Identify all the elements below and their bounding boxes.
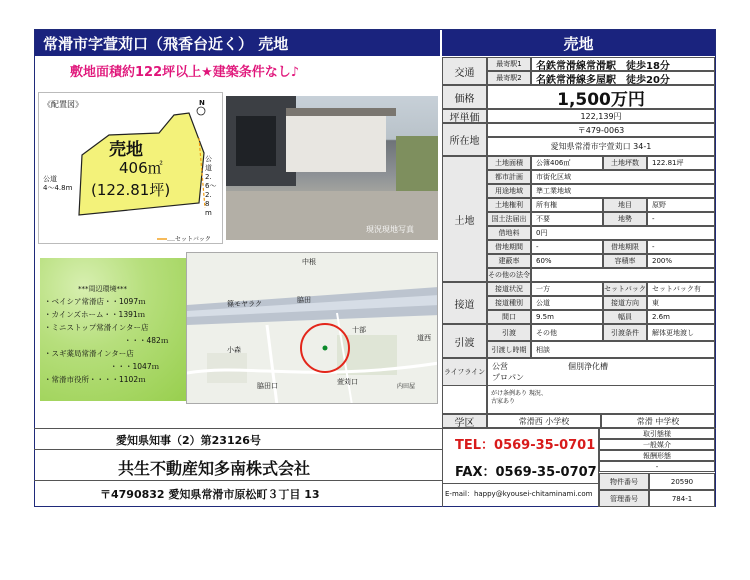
map-label: 道西 bbox=[417, 334, 431, 342]
row-value: 122.81坪 bbox=[647, 156, 715, 170]
row-value: 9.5m bbox=[531, 310, 603, 324]
row-label: 土地坪数 bbox=[603, 156, 647, 170]
road-right-label: 公道 2.6〜2.8m bbox=[205, 155, 217, 217]
row-label: 借地期間 bbox=[487, 240, 531, 254]
row-value: 相談 bbox=[531, 341, 715, 358]
map-label: 脇田 bbox=[297, 296, 311, 304]
price-label: 価格 bbox=[442, 85, 487, 109]
row-label: 地目 bbox=[603, 198, 647, 212]
map-label: 萱苅口 bbox=[337, 378, 358, 386]
lifeline-note: がけ条例あり 現況、古家あり bbox=[491, 390, 547, 405]
land-group-label: 土地 bbox=[442, 156, 487, 282]
row-value: 2.6m bbox=[647, 310, 715, 324]
station2-tag: 最寄駅2 bbox=[487, 71, 531, 85]
address-value: 愛知県常滑市字萱苅口 34-1 bbox=[487, 137, 715, 156]
row-label: 都市計画 bbox=[487, 170, 531, 184]
row-label: その他の法令 bbox=[487, 268, 531, 282]
row-label: 地勢 bbox=[603, 212, 647, 226]
license-number: 愛知県知事（2）第23126号 bbox=[116, 434, 261, 447]
row-value: - bbox=[647, 240, 715, 254]
row-label: 引渡し時期 bbox=[487, 341, 531, 358]
nearby-panel bbox=[40, 258, 186, 401]
row-value: 所有権 bbox=[531, 198, 603, 212]
lifeline-sewage: 個別浄化槽 bbox=[568, 362, 608, 371]
row-value: 市街化区域 bbox=[531, 170, 715, 184]
access-group-label: 接道 bbox=[442, 282, 487, 324]
deal-row: 取引態様 bbox=[599, 428, 715, 439]
tel-number[interactable]: TEL：0569-35-0701 bbox=[455, 438, 596, 453]
price-value: 1,500万円 bbox=[487, 85, 715, 109]
map-label: 内田屋 bbox=[397, 383, 416, 390]
row-value: 解体更地渡し bbox=[647, 324, 715, 341]
address-label: 所在地 bbox=[442, 123, 487, 156]
row-value: - bbox=[647, 212, 715, 226]
plan-caption: 《配置図》 bbox=[43, 100, 83, 109]
title-bar bbox=[35, 30, 440, 56]
map-label: 中根 bbox=[302, 258, 316, 266]
lifeline-label: ライフライン bbox=[442, 358, 487, 386]
nearby-item: ・常滑市役所・・・・1102ｍ bbox=[44, 375, 146, 384]
nearby-item: ・ミニストップ常滑インター店 bbox=[44, 323, 149, 332]
row-label: 用途地域 bbox=[487, 184, 531, 198]
row-label: 土地権利 bbox=[487, 198, 531, 212]
station2-value: 名鉄常滑線多屋駅 徒歩20分 bbox=[531, 71, 715, 85]
north-label: N bbox=[199, 99, 205, 107]
id-label: 物件番号 bbox=[599, 473, 649, 490]
row-value: セットバック有 bbox=[647, 282, 715, 296]
row-value: 0円 bbox=[531, 226, 715, 240]
plan-area-sqm: 406㎡ bbox=[119, 159, 163, 177]
nearby-item: ・・・1047ｍ bbox=[110, 362, 160, 371]
id-value: 20590 bbox=[649, 473, 715, 490]
row-label: 引渡条件 bbox=[603, 324, 647, 341]
email-address[interactable]: E-mail：happy@kyousei-chitaminami.com bbox=[445, 490, 593, 498]
row-value: - bbox=[531, 240, 603, 254]
photo-caption: 現況現地写真 bbox=[366, 225, 414, 234]
row-value bbox=[531, 268, 715, 282]
company-name: 共生不動産知多南株式会社 bbox=[118, 459, 311, 478]
fax-number: FAX：0569-35-0707 bbox=[455, 465, 597, 480]
lifeline-row bbox=[487, 358, 715, 386]
nearby-item: ・ベイシア常滑店・・1097ｍ bbox=[44, 297, 146, 306]
school-elem: 常滑西 小学校 bbox=[487, 414, 601, 428]
station1-value: 名鉄常滑線常滑駅 徒歩18分 bbox=[531, 57, 715, 71]
row-value: 公道 bbox=[531, 296, 603, 310]
row-label: 接道方向 bbox=[603, 296, 647, 310]
row-label: 建蔽率 bbox=[487, 254, 531, 268]
row-label: 幅員 bbox=[603, 310, 647, 324]
id-label: 管理番号 bbox=[599, 490, 649, 507]
row-label: 引渡 bbox=[487, 324, 531, 341]
row-label: 国土法届出 bbox=[487, 212, 531, 226]
station1-tag: 最寄駅1 bbox=[487, 57, 531, 71]
row-label: セットバック bbox=[603, 282, 647, 296]
postal-code: 〒479-0063 bbox=[487, 123, 715, 137]
school-jr: 常滑 中学校 bbox=[601, 414, 715, 428]
category-label: 売地 bbox=[563, 34, 594, 53]
handover-group-label: 引渡 bbox=[442, 324, 487, 358]
area-map bbox=[186, 252, 438, 404]
lifeline-water: 公営 bbox=[492, 362, 508, 371]
site-plan bbox=[38, 92, 223, 244]
road-left-label: 公道 4〜4.8m bbox=[43, 175, 73, 192]
map-label: 十部 bbox=[352, 326, 366, 334]
setback-legend: ‥‥セットバック bbox=[167, 236, 211, 243]
row-value: その他 bbox=[531, 324, 603, 341]
category-bar bbox=[442, 30, 715, 56]
row-value: 200% bbox=[647, 254, 715, 268]
nearby-item: ・カインズホーム・・1391ｍ bbox=[44, 310, 146, 319]
unit-price-label: 坪単価 bbox=[442, 109, 487, 123]
row-label: 土地面積 bbox=[487, 156, 531, 170]
row-label: 借地料 bbox=[487, 226, 531, 240]
nearby-item: ・スギ薬局常滑インター店 bbox=[44, 349, 134, 358]
deal-row: 一般媒介 bbox=[599, 439, 715, 450]
plan-area-tsubo: (122.81坪) bbox=[91, 181, 171, 199]
row-label: 借地期限 bbox=[603, 240, 647, 254]
lifeline-gas: プロパン bbox=[492, 373, 524, 382]
row-value: 原野 bbox=[647, 198, 715, 212]
row-label: 間口 bbox=[487, 310, 531, 324]
map-label: 小森 bbox=[227, 346, 241, 354]
row-label: 接道状況 bbox=[487, 282, 531, 296]
map-label: 脇田口 bbox=[257, 382, 278, 390]
row-label: 接道種別 bbox=[487, 296, 531, 310]
id-value: 784-1 bbox=[649, 490, 715, 507]
plan-label: 売地 bbox=[109, 140, 143, 160]
page-title: 常滑市字萱苅口（飛香台近く） 売地 bbox=[43, 34, 289, 53]
deal-row: - bbox=[599, 461, 715, 472]
deal-row: 報酬形態 bbox=[599, 450, 715, 461]
unit-price-value: 122,139円 bbox=[487, 109, 715, 123]
nearby-title: ***周辺環境*** bbox=[78, 285, 127, 293]
transport-label: 交通 bbox=[442, 57, 487, 85]
row-value: 一方 bbox=[531, 282, 603, 296]
row-value: 準工業地域 bbox=[531, 184, 715, 198]
catchcopy: 敷地面積約122坪以上★建築条件なし♪ bbox=[70, 65, 300, 80]
row-value: 不要 bbox=[531, 212, 603, 226]
row-label: 容積率 bbox=[603, 254, 647, 268]
row-value: 公簿406㎡ bbox=[531, 156, 603, 170]
row-value: 60% bbox=[531, 254, 603, 268]
site-photo bbox=[226, 96, 438, 240]
map-label: 篠モヤラク bbox=[227, 300, 262, 308]
school-label: 学区 bbox=[442, 414, 487, 428]
row-value: 東 bbox=[647, 296, 715, 310]
nearby-item: ・・・482ｍ bbox=[124, 336, 169, 345]
company-address: 〒4790832 愛知県常滑市原松町３丁目 13 bbox=[100, 488, 320, 501]
